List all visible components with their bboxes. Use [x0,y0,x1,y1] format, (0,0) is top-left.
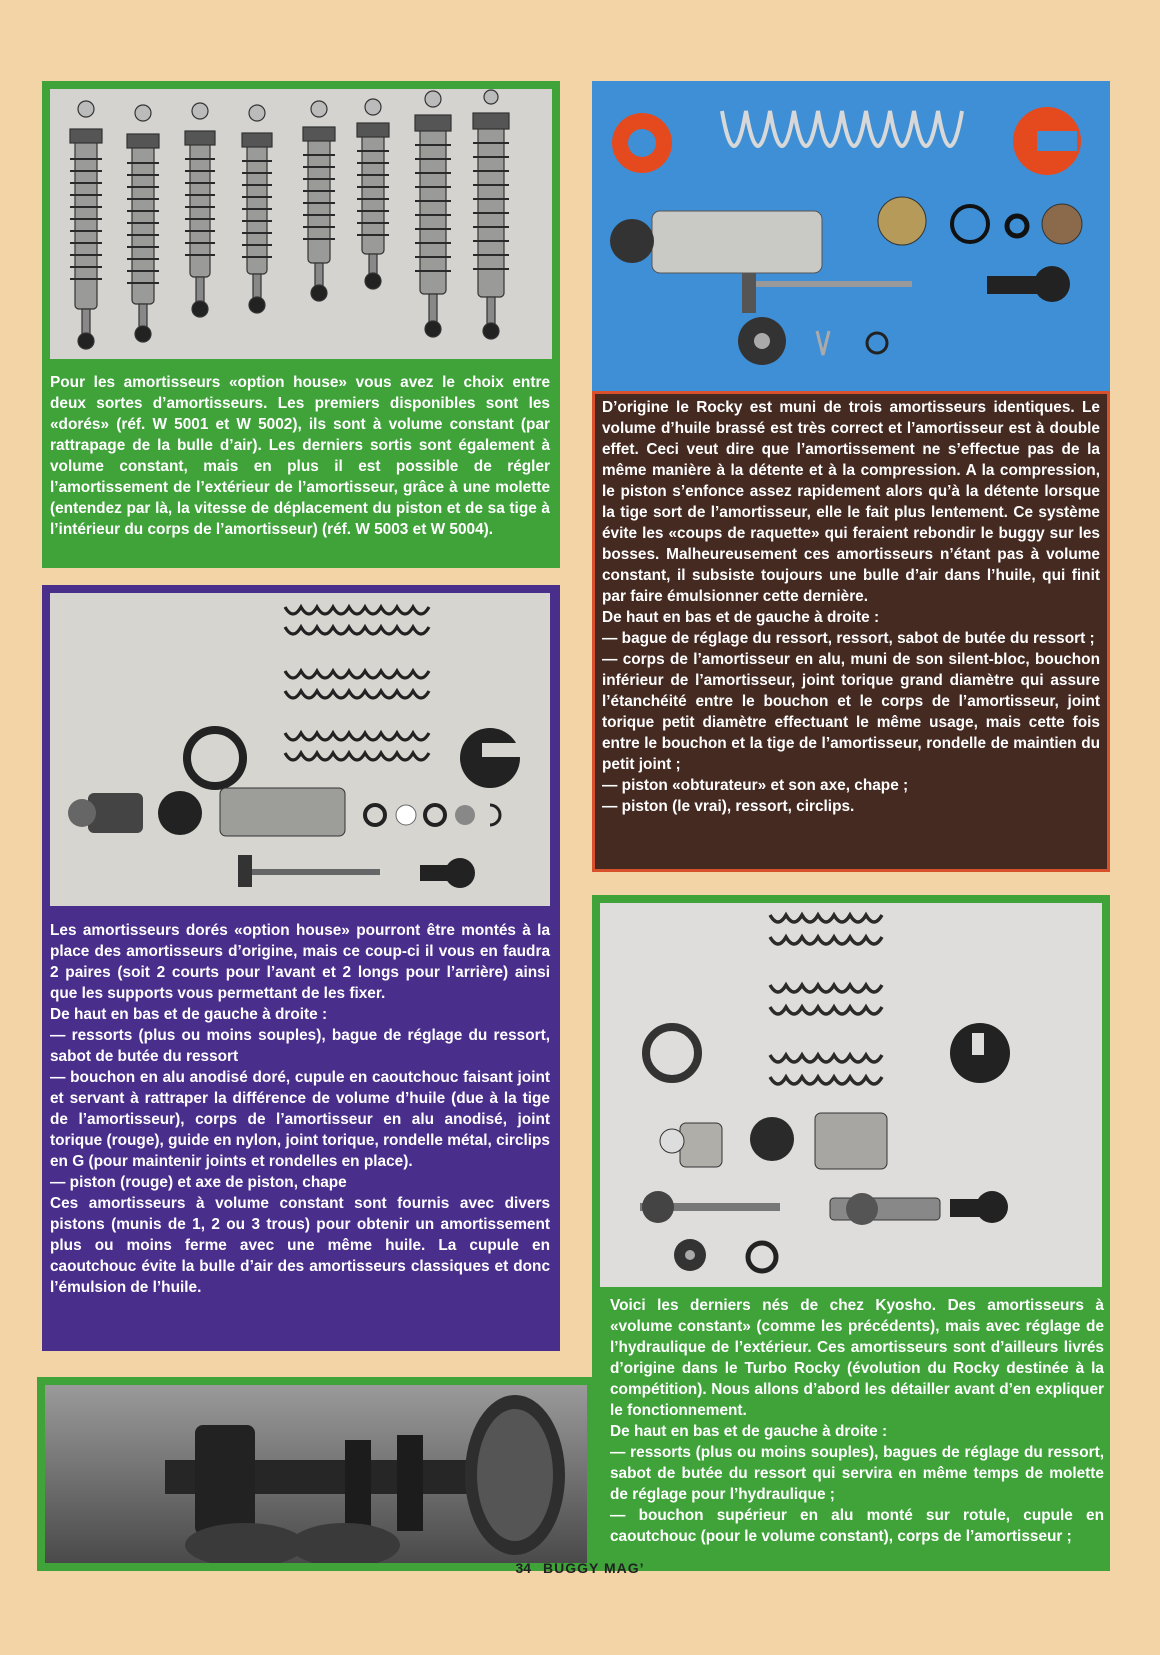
photo-shock-closeup [45,1385,587,1563]
page-footer [0,1560,1160,1576]
page-number: 34 [515,1560,532,1576]
magazine-name: BUGGY MAG’ [542,1560,645,1576]
photo-golden-shock-parts [50,593,550,906]
caption-kyosho-shocks: Voici les derniers nés de chez Kyosho. Des amortisseurs à «volume constant» (comme les précédents), mais avec réglage de l’hydraulique de l’extérieur. Ces amortisseurs sont d’ailleurs livrés d’origine dans le Turbo Rocky (évolution du Rocky destinée à la compétition). Nous allons d’abord les détailler avant d’en expliquer le fonctionnement. De haut en bas et de gauche à droite : — ressorts (plus ou moins souples), bagues de réglage du ressort, sabot de butée du ressort qui servira en même temps de molette de réglage pour l’hydraulique ; — bouchon supérieur en alu monté sur rotule, cupule en caoutchouc (pour le volume constant), corps de l’amortisseur ; [610,1297,1104,1545]
caption-option-house-shocks: Pour les amortisseurs «option house» vous avez le choix entre deux sortes d’amortisseurs. Les premiers disponibles sont les «dorés» (réf. W 5001 et W 5002), ils sont à volume constant (par rattrapage de la bulle d’air). Les derniers sortis sont également à volume constant, mais en plus il est possible de régler l’amortissement de l’extérieur de l’amortisseur, grâce à une molette (entendez par là, la vitesse de déplacement du piston et de sa tige à l’intérieur du corps de l’amortisseur) (réf. W 5003 et W 5004). [50,374,550,538]
photo-kyosho-shock-parts [600,903,1102,1287]
caption-golden-shocks: Les amortisseurs dorés «option house» pourront être montés à la place des amortisseurs d’origine, mais ce coup-ci il vous en faudra 2 paires (soit 2 courts pour l’avant et 2 longs pour l’arrière) ainsi que les supports vous permettant de les fixer. De haut en bas et de gauche à droite : — ressorts (plus ou moins souples), bague de réglage du ressort, sabot de butée du ressort — bouchon en alu anodisé doré, cupule en caoutchouc faisant joint et servant à rattraper la différence de volume d’huile (due à la tige de l’amortisseur), corps de l’amortisseur en alu anodisé, joint torique (rouge), guide en nylon, joint torique, rondelle métal, circlips en G (pour maintenir joints et rondelles en place). — piston (rouge) et axe de piston, chape Ces amortisseurs à volume constant sont fournis avec divers pistons (munis de 1, 2 ou 3 trous) pour obtenir un amortissement plus ou moins ferme avec une même huile. La cupule en caoutchouc évite la bulle d’air des amortisseurs classiques et donc l’émulsion de l’huile. [50,922,550,1296]
photo-rocky-shock-parts [592,81,1110,391]
photo-eight-shock-absorbers [50,89,552,359]
caption-rocky-original-shocks: D’origine le Rocky est muni de trois amortisseurs identiques. Le volume d’huile brassé est très correct et l’amortisseur est à double effet. Ceci veut dire que l’amortissement ne s’effectue pas de la même manière à la détente et à la compression. A la compression, le piston s’enfonce assez rapidement alors qu’à la détente lorsque la tige sort de l’amortisseur, elle le fait plus lentement. Ce système évite les «coups de raquette» qui feraient rebondir le buggy sur les bosses. Malheureusement ces amortisseurs n’étant pas à volume constant, il subsiste toujours une bulle d’air dans l’huile, qui finit par faire émulsionner cette dernière. De haut en bas et de gauche à droite : — bague de réglage du ressort, ressort, sabot de butée du ressort ; — corps de l’amortisseur en alu, muni de son silent-bloc, bouchon inférieur de l’amortisseur, joint torique grand diamètre qui assure l’étanchéité entre le bouchon et le corps de l’amortisseur, joint torique petit diamètre effectuant le même usage, mais cette fois entre le bouchon et la tige de l’amortisseur, rondelle de maintien du petit joint ; — piston «obturateur» et son axe, chape ; — piston (le vrai), ressort, circlips. [602,399,1100,815]
